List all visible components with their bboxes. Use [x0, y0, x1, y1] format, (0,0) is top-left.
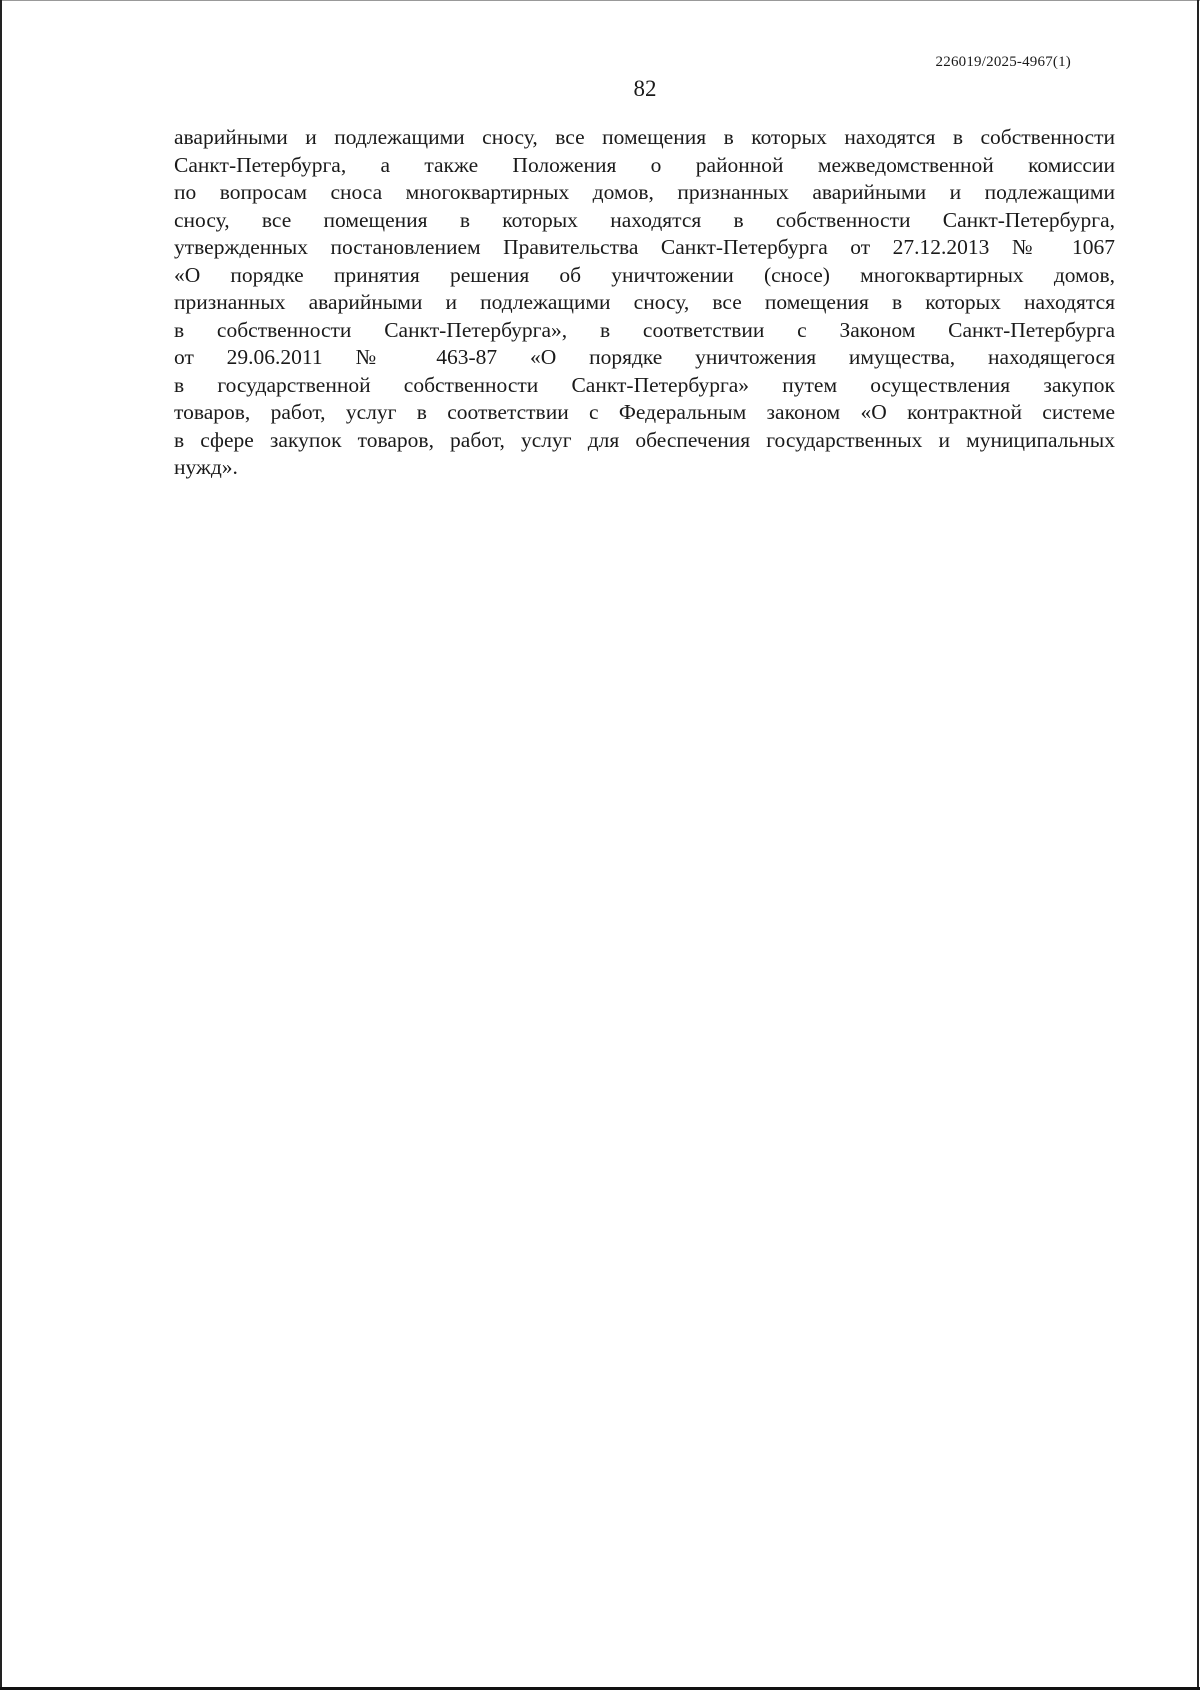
text-line: в сфере закупок товаров, работ, услуг для обеспечения государственных и муниципальных [174, 427, 1115, 452]
scan-edge-top [0, 0, 1200, 1]
text-line: Санкт-Петербурга, а также Положения о районной межведомственной комиссии [174, 152, 1115, 177]
text-line: в государственной собственности Санкт-Петербурга» путем осуществления закупок [174, 372, 1115, 397]
text-line: нужд». [174, 455, 238, 479]
scan-edge-right [1197, 0, 1199, 1690]
text-line: сносу, все помещения в которых находятся в собственности Санкт-Петербурга, [174, 207, 1115, 232]
text-line: «О порядке принятия решения об уничтожении (сносе) многоквартирных домов, [174, 262, 1115, 287]
text-line: в собственности Санкт-Петербурга», в соответствии с Законом Санкт-Петербурга [174, 317, 1115, 342]
text-line: товаров, работ, услуг в соответствии с Федеральным законом «О контрактной системе [174, 400, 1115, 424]
document-body-paragraph [174, 124, 1115, 482]
text-line: аварийными и подлежащими сносу, все помещения в которых находятся в собственности [174, 125, 1115, 149]
document-registration-number: 226019/2025-4967(1) [935, 54, 1071, 70]
page-number: 82 [633, 76, 657, 101]
scan-edge-left [0, 0, 2, 1690]
text-line: утвержденных постановлением Правительства Санкт-Петербурга от 27.12.2013 № 1067 [174, 235, 1115, 259]
text-line: от 29.06.2011 № 463-87 «О порядке уничтожения имущества, находящегося [174, 345, 1115, 369]
text-line: по вопросам сноса многоквартирных домов, признанных аварийными и подлежащими [174, 180, 1115, 204]
text-line: признанных аварийными и подлежащими сносу, все помещения в которых находятся [174, 290, 1115, 314]
